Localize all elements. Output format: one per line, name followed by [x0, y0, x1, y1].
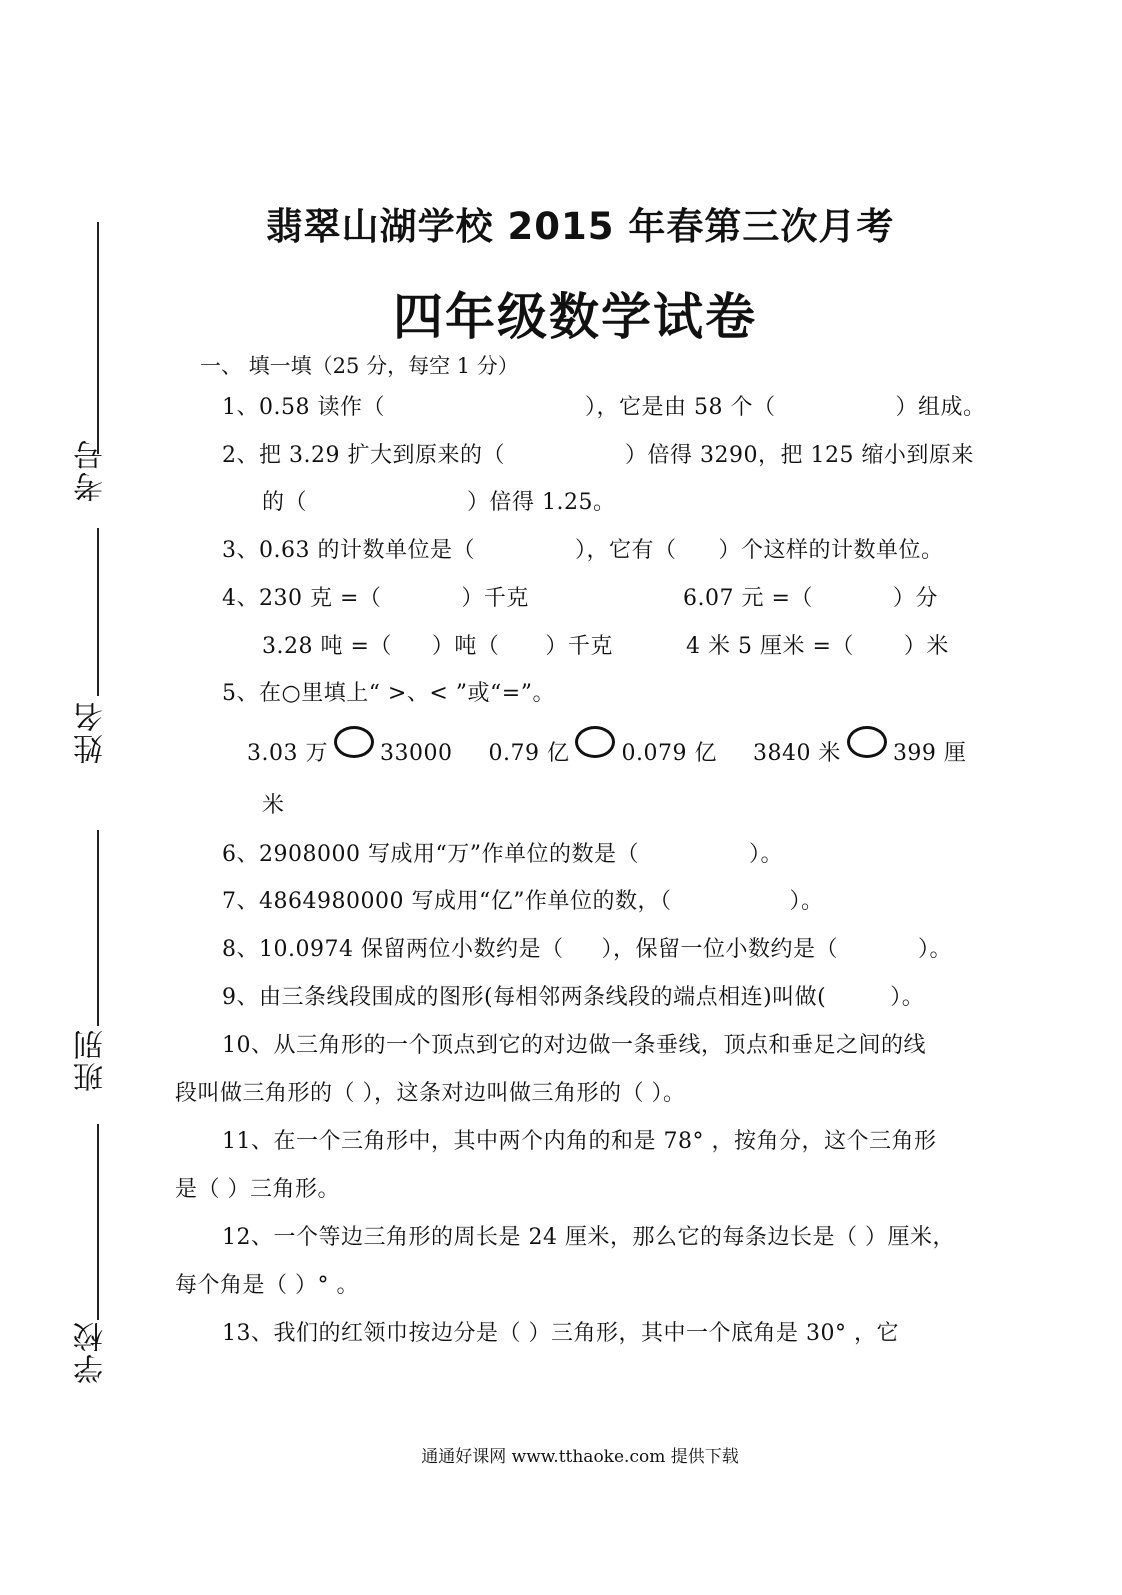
question-5-items: 3.03 万 33000 0.79 亿 0.079 亿 3840 米 399 厘	[247, 736, 966, 770]
name-label: 姓名	[74, 700, 109, 764]
class-label: 班别	[74, 1028, 109, 1092]
school-label: 学校	[74, 1320, 109, 1384]
name-line	[97, 528, 99, 696]
question-2-cont: 的（ ）倍得 1.25。	[262, 490, 616, 515]
section-heading: 一、 填一填（25 分，每空 1 分）	[200, 354, 519, 378]
compare-circle[interactable]	[575, 726, 615, 758]
exam-title: 翡翠山湖学校 2015 年春第三次月考	[265, 205, 895, 248]
question-4-line2: 3.28 吨 =（ ）吨（ ）千克	[262, 634, 613, 659]
question-6: 6、2908000 写成用“万”作单位的数是（ ）。	[222, 842, 783, 867]
footer-text: 通通好课网 www.tthaoke.com 提供下载	[421, 1447, 739, 1467]
question-10: 10、从三角形的一个顶点到它的对边做一条垂线，顶点和垂足之间的线	[222, 1033, 926, 1058]
question-9: 9、由三条线段围成的图形(每相邻两条线段的端点相连)叫做( ）。	[222, 985, 925, 1010]
question-8: 8、10.0974 保留两位小数约是（ ），保留一位小数约是（ ）。	[222, 937, 952, 962]
question-7: 7、4864980000 写成用“亿”作单位的数，（ ）。	[222, 889, 824, 914]
compare-circle[interactable]	[847, 726, 887, 758]
school-line	[97, 1124, 99, 1320]
question-4-line1: 4、230 克 =（ ）千克	[222, 586, 529, 611]
question-3: 3、0.63 的计数单位是（ ），它有（ ）个这样的计数单位。	[222, 538, 944, 563]
exam-subtitle: 四年级数学试卷	[393, 288, 757, 346]
question-10-cont: 段叫做三角形的（ ），这条对边叫做三角形的（ ）。	[175, 1081, 686, 1106]
question-4-line1-right: 6.07 元 =（ ）分	[683, 586, 938, 611]
question-1: 1、0.58 读作（ ），它是由 58 个（ ）组成。	[222, 395, 986, 420]
compare-circle[interactable]	[334, 726, 374, 758]
question-4-line2-right: 4 米 5 厘米 =（ ）米	[686, 634, 949, 659]
question-2: 2、把 3.29 扩大到原来的（ ）倍得 3290，把 125 缩小到原来	[222, 443, 974, 468]
exam-no-label: 考号	[74, 438, 109, 502]
question-12: 12、一个等边三角形的周长是 24 厘米，那么它的每条边长是（ ）厘米，	[222, 1225, 955, 1250]
question-11-cont: 是（ ）三角形。	[175, 1177, 340, 1202]
question-5: 5、在○里填上“ >、< ”或“=”。	[222, 681, 555, 706]
class-line	[97, 830, 99, 1026]
question-5-unit: 米	[262, 793, 285, 818]
question-12-cont: 每个角是（ ）° 。	[175, 1273, 359, 1298]
question-13: 13、我们的红领巾按边分是（ ）三角形，其中一个底角是 30° ，它	[222, 1321, 899, 1346]
question-11: 11、在一个三角形中，其中两个内角的和是 78° ，按角分，这个三角形	[222, 1129, 937, 1154]
